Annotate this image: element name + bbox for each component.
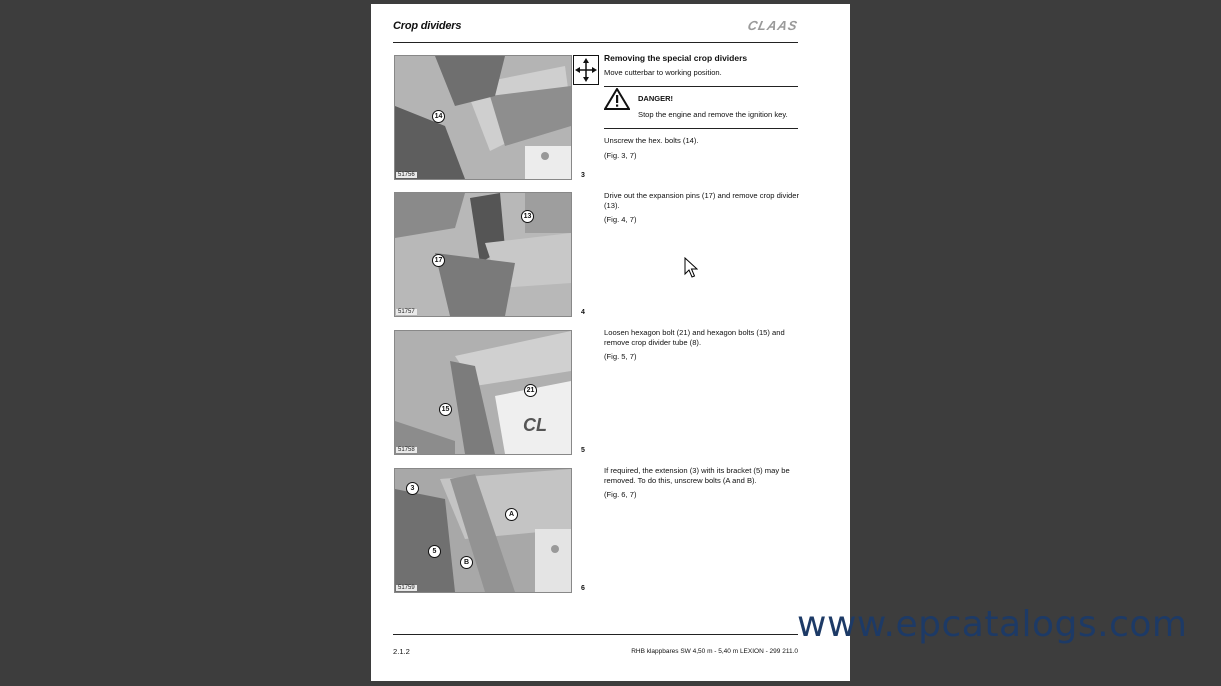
document-reference: RHB klappbares SW 4,50 m - 5,40 m LEXION - 299 211.0 — [631, 648, 798, 655]
step-ref-4: (Fig. 4, 7) — [604, 215, 637, 224]
step-ref-6: (Fig. 6, 7) — [604, 490, 637, 499]
header-rule — [393, 42, 798, 43]
photo-id: 51756 — [398, 172, 415, 178]
danger-top-rule — [604, 86, 798, 87]
callout-13: 13 — [521, 210, 534, 223]
figure-number: 4 — [581, 309, 585, 316]
callout-14: 14 — [432, 110, 445, 123]
page-number: 2.1.2 — [393, 647, 410, 656]
figure-number: 5 — [581, 447, 585, 454]
danger-label: DANGER! — [638, 94, 673, 103]
photo-illustration — [395, 56, 571, 179]
callout-17: 17 — [432, 254, 445, 267]
callout-5: 5 — [428, 545, 441, 558]
figure-number: 3 — [581, 172, 585, 179]
step-text-5: Loosen hexagon bolt (21) and hexagon bolts (15) and remove crop divider tube (8). — [604, 328, 785, 347]
callout-21: 21 — [524, 384, 537, 397]
step-text-6: If required, the extension (3) with its bracket (5) may be removed. To do this, unscrew bolts (A and B). — [604, 466, 790, 485]
step-ref-3: (Fig. 3, 7) — [604, 151, 637, 160]
step-ref-5: (Fig. 5, 7) — [604, 352, 637, 361]
danger-bottom-rule — [604, 128, 798, 129]
figure-number: 6 — [581, 585, 585, 592]
warning-triangle-icon — [604, 88, 630, 110]
mouse-pointer-icon — [684, 257, 698, 279]
svg-text:CL: CL — [523, 415, 547, 435]
photo-illustration — [395, 469, 571, 592]
step-text-4: Drive out the expansion pins (17) and remove crop divider (13). — [604, 191, 800, 210]
photo-id: 51757 — [398, 309, 415, 315]
footer-rule — [393, 634, 798, 635]
photo-id: 51759 — [398, 585, 415, 591]
callout-B: B — [460, 556, 473, 569]
step-text-3: Unscrew the hex. bolts (14). — [604, 136, 699, 145]
figure-photo-3 — [394, 55, 572, 180]
callout-15: 15 — [439, 403, 452, 416]
manual-page — [371, 4, 850, 681]
watermark: www.epcatalogs.com — [797, 604, 1188, 645]
page-title: Crop dividers — [393, 20, 462, 32]
figure-photo-6 — [394, 468, 572, 593]
callout-3: 3 — [406, 482, 419, 495]
figure-photo-4 — [394, 192, 572, 317]
danger-text: Stop the engine and remove the ignition key. — [638, 110, 788, 119]
figure-photo-5 — [394, 330, 572, 455]
photo-id: 51758 — [398, 447, 415, 453]
callout-A: A — [505, 508, 518, 521]
photo-illustration — [395, 193, 571, 316]
four-way-arrow-icon — [573, 55, 599, 85]
photo-illustration — [395, 331, 571, 454]
section-heading: Removing the special crop dividers — [604, 53, 748, 63]
brand-logo: CLAAS — [746, 18, 800, 33]
section-intro: Move cutterbar to working position. — [604, 68, 722, 77]
